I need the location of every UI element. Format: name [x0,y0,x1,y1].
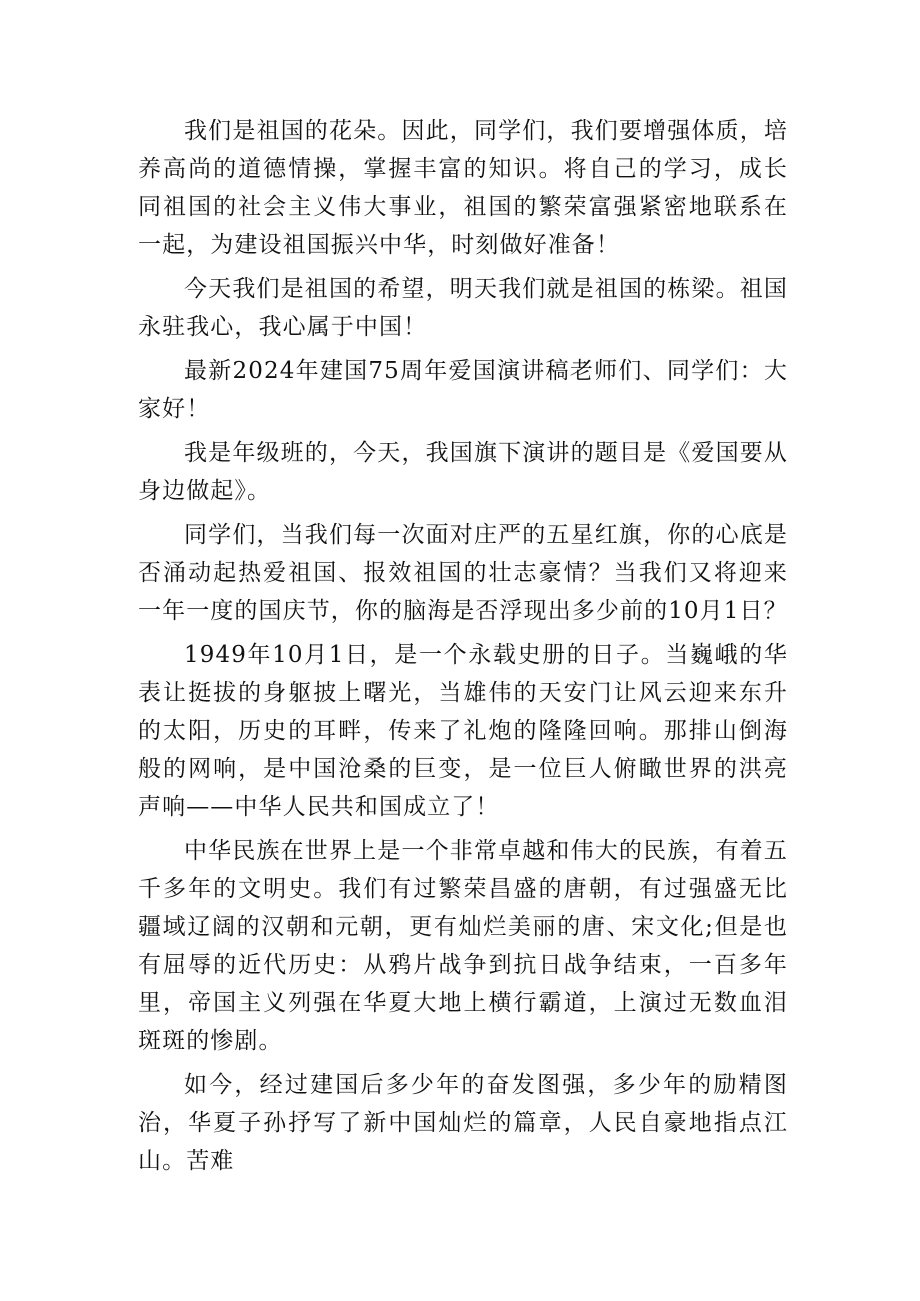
paragraph-2: 今天我们是祖国的希望，明天我们就是祖国的栋梁。祖国永驻我心，我心属于中国！ [138,276,788,340]
paragraph-7: 中华民族在世界上是一个非常卓越和伟大的民族，有着五千多年的文明史。我们有过繁荣昌盛的唐朝，有过强盛无比疆域辽阔的汉朝和元朝，更有灿烂美丽的唐、宋文化;但是也有屈辱的近代历史：从鸦片战争到抗日战争结束，一百多年里，帝国主义列强在华夏大地上横行霸道，上演过无数血泪斑斑的惨剧。 [138,838,788,1054]
paragraph-8: 如今，经过建国后多少年的奋发图强，多少年的励精图治，华夏子孙抒写了新中国灿烂的篇章，人民自豪地指点江山。苦难 [138,1072,788,1174]
document-body [138,112,788,1186]
paragraph-1: 我们是祖国的花朵。因此，同学们，我们要增强体质，培养高尚的道德情操，掌握丰富的知识。将自己的学习，成长同祖国的社会主义伟大事业，祖国的繁荣富强紧密地联系在一起，为建设祖国振兴中华，时刻做好准备！ [138,118,788,258]
paragraph-4: 我是年级班的，今天，我国旗下演讲的题目是《爱国要从身边做起》。 [138,440,788,504]
paragraph-3: 最新2024年建国75周年爱国演讲稿老师们、同学们：大家好！ [138,358,788,422]
paragraph-5: 同学们，当我们每一次面对庄严的五星红旗，你的心底是否涌动起热爱祖国、报效祖国的壮志豪情？当我们又将迎来一年一度的国庆节，你的脑海是否浮现出多少前的10月1日？ [138,522,788,624]
paragraph-6: 1949年10月1日，是一个永载史册的日子。当巍峨的华表让挺拔的身躯披上曙光，当雄伟的天安门让风云迎来东升的太阳，历史的耳畔，传来了礼炮的隆隆回响。那排山倒海般的网响，是中国沧桑的巨变，是一位巨人俯瞰世界的洪亮声响——中华人民共和国成立了！ [138,642,788,820]
